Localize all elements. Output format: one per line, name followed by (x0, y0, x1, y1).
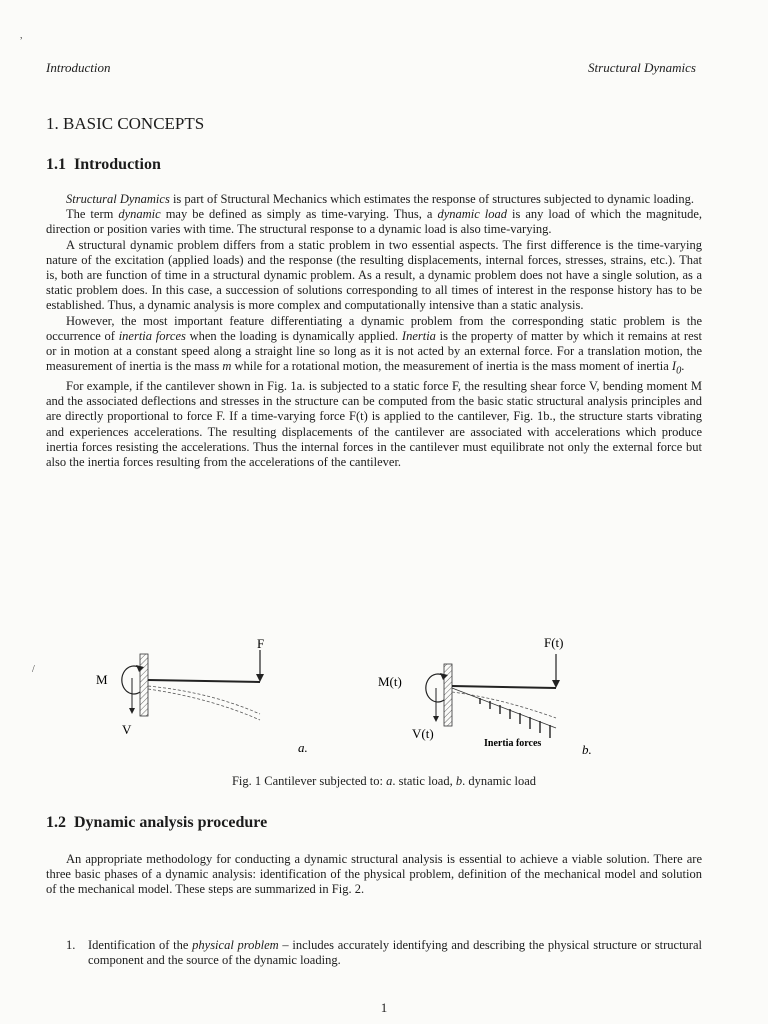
panel-a (96, 636, 308, 755)
paragraph: However, the most important feature differentiating a dynamic problem from the corresponding static problem is the occurrence of inertia forces when the loading is dynamically applied. Inertia is the property of matter by which it remains at rest or in motion at a constant speed along a straight line so long as it is not acted by an external force. For a translation motion, the measurement of inertia is the mass m while for a rotational motion, the measurement of inertia is the mass moment of inertia $I_0$. (46, 313, 702, 377)
fixed-support-b (444, 664, 452, 726)
deflected-shape-b (452, 692, 556, 718)
panel-label-b: b. (582, 742, 592, 757)
moment-arrow-b (426, 674, 444, 702)
beam-a (148, 680, 260, 682)
arrowhead-icon (552, 680, 560, 688)
moment-arrow-a (122, 666, 140, 694)
paragraph: For example, if the cantilever shown in Fig. 1a. is subjected to a static force F, the resulting shear force V, bending moment M and the associated deflections and stresses in the structure can be computed from the basic static structural analysis principles and are directly proportional to force F. If a time-varying force F(t) is applied to the cantilever, Fig. 1b., the structure starts vibrating and experiences accelerations. The resulting displacements of the cantilever are associated with accelerations which produce inertia forces resisting the accelerations. Thus the internal forces in the cantilever must equilibrate not only the external force but also the inertia forces resulting from the accelerations of the cantilever. (46, 378, 702, 469)
paragraph: Structural Dynamics is part of Structural Mechanics which estimates the response of structures subjected to dynamic loading. (66, 192, 694, 206)
figure-1 (60, 632, 700, 767)
section-number: 1.2 (46, 814, 66, 831)
header-left: Introduction (46, 60, 111, 75)
chapter-title: 1. BASIC CONCEPTS (46, 114, 205, 133)
panel-label-a: a. (298, 740, 308, 755)
intro-body (46, 192, 702, 470)
arrowhead-icon (256, 674, 264, 682)
arrowhead-icon (129, 708, 135, 714)
inertia-label: Inertia forces (484, 738, 542, 749)
arrowhead-icon (433, 716, 439, 722)
paragraph: A structural dynamic problem differs from a static problem in two essential aspects. The first difference is the time-varying nature of the excitation (applied loads) and the response (the resulting displacements, internal forces, stresses, strains, etc.). That is, both are function of time in a structural dynamic problem. As a result, a dynamic problem does not have a single solution, as a static problem does. In this case, a succession of solutions corresponding to all times of interest in the response history has to be established. Thus, a dynamic analysis is more complex and computationally intensive than a static analysis. (46, 237, 702, 313)
running-header (46, 60, 696, 76)
deflected-shape-a (148, 689, 260, 720)
section-title: Dynamic analysis procedure (74, 814, 268, 831)
list-text: Identification of the physical problem – includes accurately identifying and describing the physical structure or structural component and the source of the dynamic loading. (88, 938, 702, 968)
scan-speck: , (20, 30, 23, 41)
fixed-support-a (140, 654, 148, 716)
shear-label-a: V (122, 722, 132, 737)
list-number: 1. (66, 938, 76, 952)
section-title: Introduction (74, 156, 161, 173)
page-number: 1 (380, 1000, 388, 1015)
deflected-shape-a (148, 686, 260, 714)
header-right: Structural Dynamics (588, 60, 696, 75)
shear-label-b: V(t) (412, 726, 434, 741)
moment-label-b: M(t) (378, 674, 402, 689)
section-heading-1-2 (46, 814, 267, 832)
section-number: 1.1 (46, 156, 66, 173)
paragraph: An appropriate methodology for conducting a dynamic structural analysis is essential to achieve a viable solution. There are three basic phases of a dynamic analysis: identification of the physical problem, definition of the mechanical model and solution of the mechanical model. These steps are summarized in Fig. 2. (46, 852, 702, 897)
list-item (66, 938, 702, 968)
section-heading-1-1 (46, 156, 161, 174)
force-label-b: F(t) (544, 635, 564, 650)
inertia-force-arrows (480, 698, 550, 738)
scan-speck: / (32, 664, 35, 675)
paragraph: The term dynamic may be defined as simply as time-varying. Thus, a dynamic load is any load of which the magnitude, direction or position varies with time. The structural response to a dynamic load is also time-varying. (46, 207, 703, 237)
moment-label-a: M (96, 672, 108, 687)
panel-b (378, 635, 592, 757)
procedure-body (46, 852, 702, 898)
figure-caption: Fig. 1 Cantilever subjected to: a. static load, b. dynamic load (231, 774, 537, 788)
force-label-a: F (257, 636, 265, 651)
beam-b (452, 686, 556, 688)
cantilever-diagram (60, 632, 700, 767)
